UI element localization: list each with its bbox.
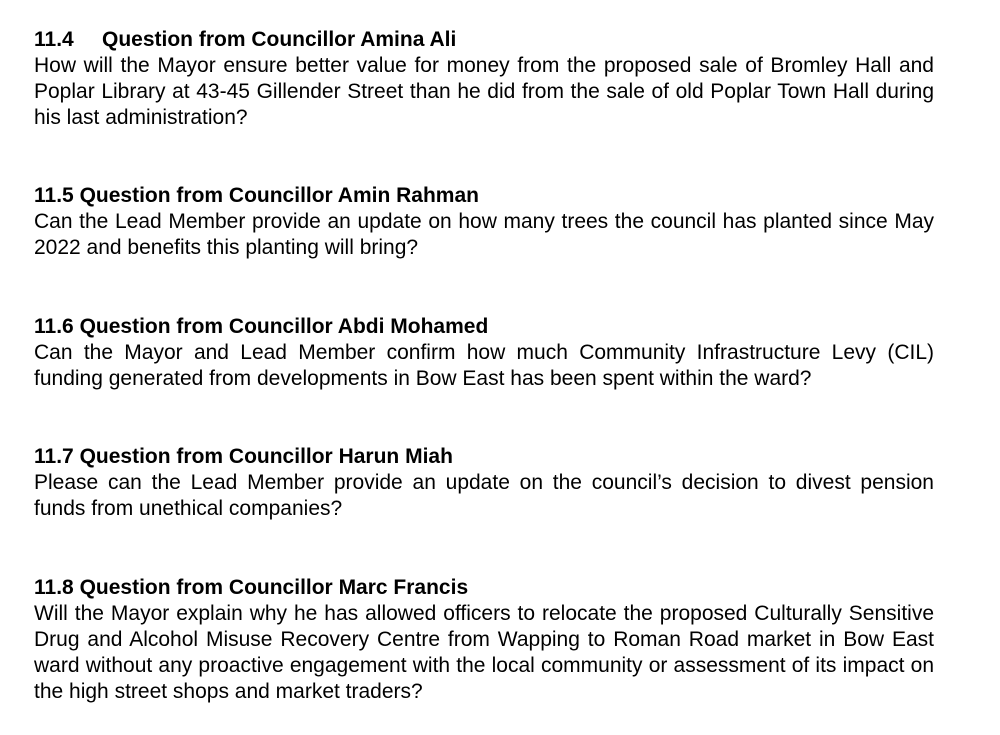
question-number: 11.6: [34, 315, 74, 338]
question-11-4: [34, 27, 934, 131]
question-heading: [34, 183, 934, 209]
question-heading: [34, 314, 934, 340]
question-11-8: [34, 575, 934, 705]
question-heading: [34, 575, 934, 601]
question-text: How will the Mayor ensure better value for money from the proposed sale of Bromley Hall and Poplar Library at 43-45 Gillender Street than he did from the sale of old Poplar Town Hall during his last administration?: [34, 54, 934, 129]
question-text: Please can the Lead Member provide an update on the council’s decision to divest pension funds from unethical companies?: [34, 471, 934, 520]
question-11-7: [34, 444, 934, 522]
question-number: 11.8: [34, 576, 74, 599]
question-number: 11.4: [34, 28, 74, 51]
question-text: Can the Mayor and Lead Member confirm how much Community Infrastructure Levy (CIL) funding generated from developments in Bow East has been spent within the ward?: [34, 341, 934, 390]
question-title: Question from Councillor Marc Francis: [79, 576, 469, 599]
question-title: Question from Councillor Harun Miah: [79, 445, 453, 468]
question-title: Question from Councillor Amina Ali: [102, 28, 457, 51]
question-text: Can the Lead Member provide an update on how many trees the council has planted since May 2022 and benefits this planting will bring?: [34, 210, 934, 259]
question-heading: [34, 27, 934, 53]
question-11-6: [34, 314, 934, 392]
question-text: Will the Mayor explain why he has allowed officers to relocate the proposed Culturally Sensitive Drug and Alcohol Misuse Recovery Centre from Wapping to Roman Road market in Bow East ward without any proactive engagement with the local community or assessment of its impact on the high street shops and market traders?: [34, 602, 934, 703]
question-title: Question from Councillor Abdi Mohamed: [79, 315, 489, 338]
question-11-5: [34, 183, 934, 261]
question-title: Question from Councillor Amin Rahman: [79, 184, 479, 207]
question-number: 11.7: [34, 445, 74, 468]
question-heading: [34, 444, 934, 470]
question-number: 11.5: [34, 184, 74, 207]
